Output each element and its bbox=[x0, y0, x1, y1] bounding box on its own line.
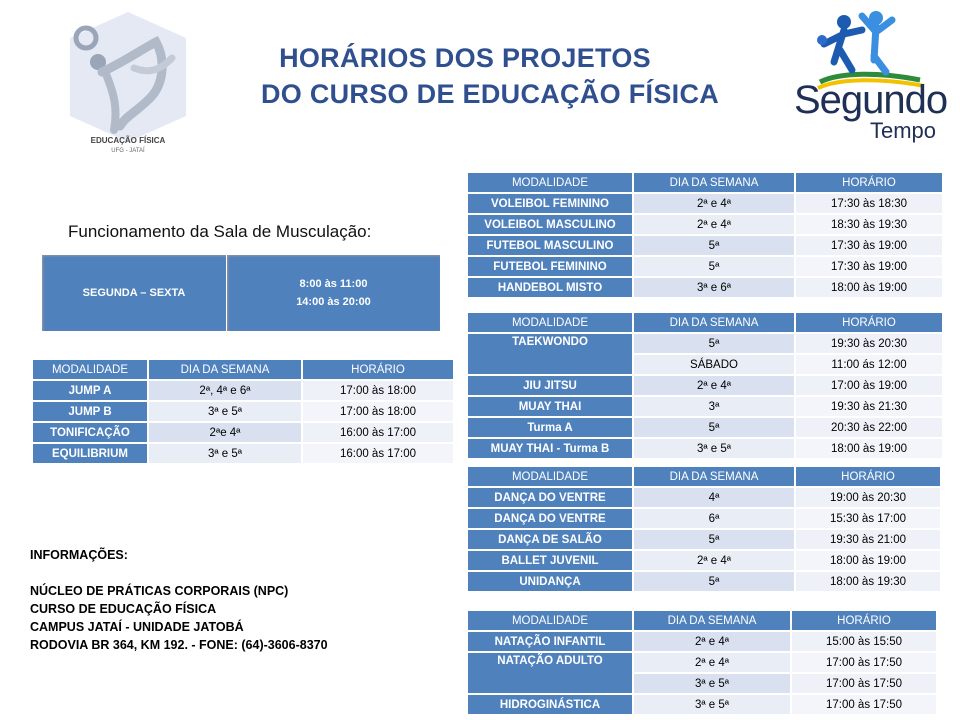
row-horario: 16:00 às 17:00 bbox=[302, 443, 454, 464]
row-modalidade: NATAÇÃO INFANTIL bbox=[467, 631, 633, 652]
col-horario: HORÁRIO bbox=[795, 172, 943, 193]
row-modalidade-turma: Turma A bbox=[467, 417, 633, 438]
row-horario: 17:00 às 17:50 bbox=[791, 673, 937, 694]
row-modalidade: TONIFICAÇÃO bbox=[32, 422, 148, 443]
table-row bbox=[467, 256, 943, 277]
table-row bbox=[467, 333, 943, 354]
table-header-row bbox=[467, 312, 943, 333]
row-dia: 5ª bbox=[633, 333, 795, 354]
row-dia: 5ª bbox=[633, 235, 795, 256]
row-modalidade: VOLEIBOL MASCULINO bbox=[467, 214, 633, 235]
row-horario: 11:00 ás 12:00 bbox=[795, 354, 943, 375]
col-modalidade: MODALIDADE bbox=[467, 610, 633, 631]
col-dia: DIA DA SEMANA bbox=[633, 466, 795, 487]
row-dia: 2ª e 4ª bbox=[633, 652, 791, 673]
row-horario: 19:00 às 20:30 bbox=[795, 487, 941, 508]
sala-times bbox=[227, 255, 441, 332]
row-dia: 3ª e 6ª bbox=[633, 277, 795, 298]
table-row bbox=[32, 443, 454, 464]
row-dia: 3ª e 5ª bbox=[633, 673, 791, 694]
col-dia: DIA DA SEMANA bbox=[633, 610, 791, 631]
table-row bbox=[467, 235, 943, 256]
table-row bbox=[467, 508, 941, 529]
col-dia: DIA DA SEMANA bbox=[633, 312, 795, 333]
table-row bbox=[32, 380, 454, 401]
row-modalidade: VOLEIBOL FEMININO bbox=[467, 193, 633, 214]
table-dance bbox=[467, 466, 941, 592]
row-horario: 17:30 às 18:30 bbox=[795, 193, 943, 214]
row-horario: 18:30 às 19:30 bbox=[795, 214, 943, 235]
page-title bbox=[220, 40, 760, 112]
table-row bbox=[467, 417, 943, 438]
info-line-4: RODOVIA BR 364, KM 192. - FONE: (64)-3606-8370 bbox=[30, 638, 328, 652]
row-horario: 15:30 às 17:00 bbox=[795, 508, 941, 529]
table-row bbox=[467, 550, 941, 571]
sala-caption: Funcionamento da Sala de Musculação: bbox=[68, 222, 372, 241]
row-dia: 3ª bbox=[633, 396, 795, 417]
table-header-row bbox=[467, 610, 937, 631]
row-modalidade: UNIDANÇA bbox=[467, 571, 633, 592]
row-dia: 2ª e 4ª bbox=[633, 631, 791, 652]
col-modalidade: MODALIDADE bbox=[467, 466, 633, 487]
row-modalidade: FUTEBOL MASCULINO bbox=[467, 235, 633, 256]
table-header-row bbox=[32, 359, 454, 380]
row-modalidade: BALLET JUVENIL bbox=[467, 550, 633, 571]
info-block bbox=[30, 546, 328, 654]
logo-right-word2: Tempo bbox=[870, 118, 937, 143]
table-header-row bbox=[467, 466, 941, 487]
title-line-2: DO CURSO DE EDUCAÇÃO FÍSICA bbox=[260, 79, 720, 109]
row-horario: 19:30 às 20:30 bbox=[795, 333, 943, 354]
table-sports bbox=[467, 172, 943, 298]
table-header-row bbox=[467, 172, 943, 193]
col-horario: HORÁRIO bbox=[795, 312, 943, 333]
info-line-1: NÚCLEO DE PRÁTICAS CORPORAIS (NPC) bbox=[30, 584, 289, 598]
col-horario: HORÁRIO bbox=[795, 466, 941, 487]
row-dia: 2ª, 4ª e 6ª bbox=[148, 380, 302, 401]
row-horario: 17:30 às 19:00 bbox=[795, 256, 943, 277]
logo-educacao-fisica bbox=[62, 8, 194, 178]
row-modalidade: DANÇA DO VENTRE bbox=[467, 487, 633, 508]
logo-right-word1: Segundo bbox=[794, 78, 948, 122]
col-modalidade: MODALIDADE bbox=[467, 312, 633, 333]
row-modalidade: DANÇA DO VENTRE bbox=[467, 508, 633, 529]
logo-left-subtitle: UFG - JATAÍ bbox=[111, 148, 145, 154]
table-swimming bbox=[467, 610, 937, 715]
row-modalidade: HIDROGINÁSTICA bbox=[467, 694, 633, 715]
col-modalidade: MODALIDADE bbox=[32, 359, 148, 380]
info-heading: INFORMAÇÕES: bbox=[30, 548, 128, 562]
row-dia: 3ª e 5ª bbox=[148, 401, 302, 422]
table-row bbox=[32, 401, 454, 422]
row-modalidade: JIU JITSU bbox=[467, 375, 633, 396]
table-row bbox=[467, 631, 937, 652]
table-row bbox=[467, 487, 941, 508]
row-modalidade: MUAY THAI - Turma B bbox=[467, 438, 633, 459]
row-dia: 4ª bbox=[633, 487, 795, 508]
row-horario: 17:00 às 18:00 bbox=[302, 380, 454, 401]
table-row bbox=[467, 193, 943, 214]
row-horario: 17:00 às 19:00 bbox=[795, 375, 943, 396]
table-row bbox=[467, 571, 941, 592]
sala-days: SEGUNDA – SEXTA bbox=[42, 255, 227, 332]
row-dia: 6ª bbox=[633, 508, 795, 529]
row-horario: 15:00 às 15:50 bbox=[791, 631, 937, 652]
sala-table bbox=[41, 254, 441, 332]
row-horario: 19:30 às 21:00 bbox=[795, 529, 941, 550]
row-dia: SÁBADO bbox=[633, 354, 795, 375]
row-dia: 3ª e 5ª bbox=[633, 694, 791, 715]
row-dia: 5ª bbox=[633, 417, 795, 438]
table-row bbox=[467, 375, 943, 396]
row-horario: 18:00 às 19:30 bbox=[795, 571, 941, 592]
table-row bbox=[467, 277, 943, 298]
row-horario: 16:00 às 17:00 bbox=[302, 422, 454, 443]
table-fitness bbox=[32, 359, 454, 464]
table-row bbox=[467, 694, 937, 715]
row-modalidade: EQUILIBRIUM bbox=[32, 443, 148, 464]
row-modalidade: TAEKWONDO bbox=[467, 333, 633, 375]
row-horario: 17:00 às 17:50 bbox=[791, 652, 937, 673]
row-dia: 2ªe 4ª bbox=[148, 422, 302, 443]
table-row bbox=[467, 652, 937, 673]
row-horario: 17:00 às 18:00 bbox=[302, 401, 454, 422]
table-row bbox=[467, 214, 943, 235]
table-row bbox=[467, 438, 943, 459]
table-row bbox=[467, 529, 941, 550]
row-dia: 3ª e 5ª bbox=[633, 438, 795, 459]
row-horario: 17:30 às 19:00 bbox=[795, 235, 943, 256]
row-horario: 20:30 às 22:00 bbox=[795, 417, 943, 438]
row-dia: 2ª e 4ª bbox=[633, 375, 795, 396]
row-modalidade: JUMP B bbox=[32, 401, 148, 422]
sala-time-1: 8:00 às 11:00 bbox=[299, 278, 368, 290]
title-line-1: HORÁRIOS DOS PROJETOS bbox=[279, 43, 651, 73]
row-dia: 2ª e 4ª bbox=[633, 550, 795, 571]
col-modalidade: MODALIDADE bbox=[467, 172, 633, 193]
col-horario: HORÁRIO bbox=[302, 359, 454, 380]
row-dia: 2ª e 4ª bbox=[633, 193, 795, 214]
row-dia: 3ª e 5ª bbox=[148, 443, 302, 464]
row-modalidade: FUTEBOL FEMININO bbox=[467, 256, 633, 277]
col-horario: HORÁRIO bbox=[791, 610, 937, 631]
row-modalidade: NATAÇÃO ADULTO bbox=[467, 652, 633, 694]
row-horario: 17:00 às 17:50 bbox=[791, 694, 937, 715]
table-row bbox=[32, 422, 454, 443]
row-modalidade: JUMP A bbox=[32, 380, 148, 401]
row-modalidade: MUAY THAI bbox=[467, 396, 633, 417]
table-martial-arts bbox=[467, 312, 943, 459]
row-dia: 5ª bbox=[633, 529, 795, 550]
row-modalidade: DANÇA DE SALÃO bbox=[467, 529, 633, 550]
info-line-2: CURSO DE EDUCAÇÃO FÍSICA bbox=[30, 602, 217, 616]
row-dia: 5ª bbox=[633, 571, 795, 592]
sala-time-2: 14:00 às 20:00 bbox=[296, 296, 371, 308]
row-horario: 18:00 às 19:00 bbox=[795, 277, 943, 298]
logo-segundo-tempo bbox=[790, 10, 950, 143]
col-dia: DIA DA SEMANA bbox=[633, 172, 795, 193]
row-dia: 5ª bbox=[633, 256, 795, 277]
row-horario: 19:30 às 21:30 bbox=[795, 396, 943, 417]
col-dia: DIA DA SEMANA bbox=[148, 359, 302, 380]
table-row bbox=[467, 396, 943, 417]
logo-left-title: EDUCAÇÃO FÍSICA bbox=[90, 136, 166, 145]
row-dia: 2ª e 4ª bbox=[633, 214, 795, 235]
info-line-3: CAMPUS JATAÍ - UNIDADE JATOBÁ bbox=[30, 620, 244, 634]
row-horario: 18:00 às 19:00 bbox=[795, 438, 943, 459]
row-horario: 18:00 às 19:00 bbox=[795, 550, 941, 571]
row-modalidade: HANDEBOL MISTO bbox=[467, 277, 633, 298]
